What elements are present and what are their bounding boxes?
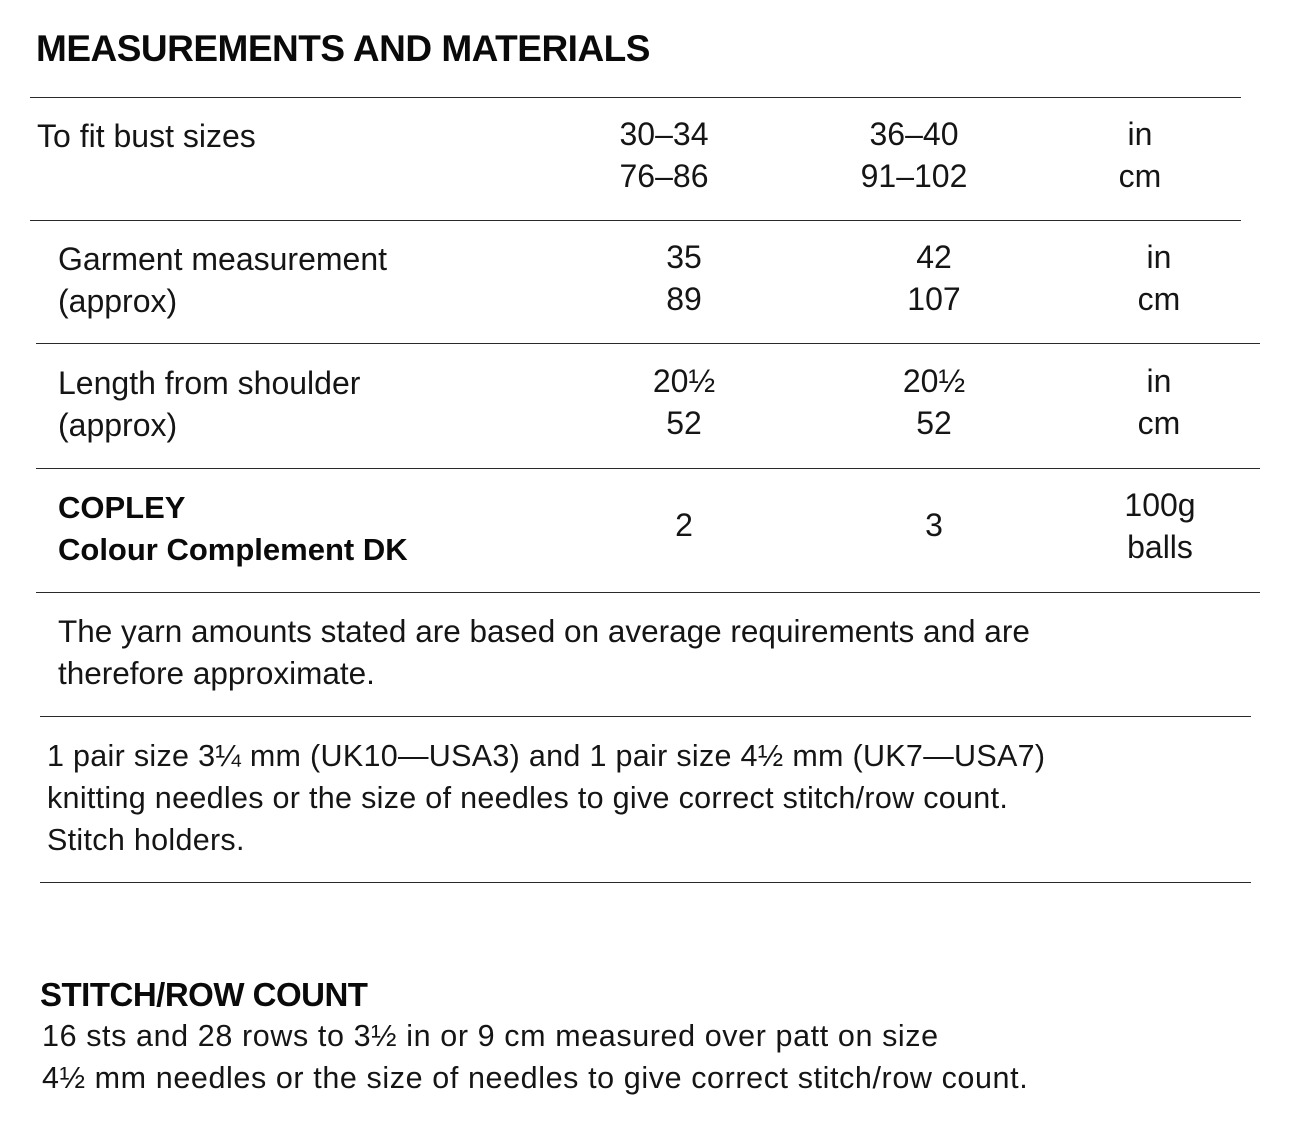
note-line: 1 pair size 3¼ mm (UK10—USA3) and 1 pair size 4½ mm (UK7—USA7) (47, 739, 1046, 773)
label-line: Garment measurement (58, 241, 388, 277)
divider (30, 97, 1241, 98)
label-line: (approx) (58, 407, 178, 443)
row-length-label (58, 362, 360, 446)
note-line: therefore approximate. (58, 655, 375, 691)
value-in: 30–34 (619, 116, 709, 152)
stitch-line: 16 sts and 28 rows to 3½ in or 9 cm measured over patt on size (42, 1019, 939, 1053)
yarn-amount-note (58, 610, 1030, 694)
row-yarn-size1 (604, 504, 764, 546)
value-in: 36–40 (869, 116, 959, 152)
ball-count: 2 (675, 507, 693, 543)
ball-count: 3 (925, 507, 943, 543)
row-bust-sizes-size2 (832, 113, 996, 197)
needles-note (47, 735, 1045, 861)
unit-weight: 100g (1124, 487, 1196, 523)
row-yarn-label (58, 487, 408, 571)
unit-cm: cm (1137, 281, 1181, 317)
value-cm: 89 (666, 281, 702, 317)
value-cm: 91–102 (860, 158, 968, 194)
value-cm: 52 (666, 405, 702, 441)
divider (40, 716, 1251, 717)
yarn-name: Colour Complement DK (58, 532, 408, 567)
row-bust-sizes-size1 (584, 113, 744, 197)
row-yarn-size2 (854, 504, 1014, 546)
unit-in: in (1146, 363, 1172, 399)
row-garment-measurement-label (58, 238, 387, 322)
value-in: 20½ (652, 363, 716, 399)
label-line: To fit bust sizes (37, 118, 256, 154)
stitch-line: 4½ mm needles or the size of needles to give correct stitch/row count. (42, 1061, 1029, 1095)
stitch-row-count-heading: STITCH/ROW COUNT (40, 976, 368, 1013)
value-in: 20½ (902, 363, 966, 399)
row-bust-sizes-label (37, 115, 256, 157)
divider (36, 343, 1260, 344)
divider (40, 882, 1251, 883)
row-yarn-unit (1100, 484, 1220, 568)
unit-balls: balls (1127, 529, 1193, 565)
value-in: 35 (666, 239, 702, 275)
unit-cm: cm (1118, 158, 1162, 194)
row-length-size2 (854, 360, 1014, 444)
page-title: MEASUREMENTS AND MATERIALS (36, 28, 650, 69)
label-line: (approx) (58, 283, 178, 319)
note-line: Stitch holders. (47, 823, 245, 857)
row-bust-sizes-unit (1090, 113, 1190, 197)
unit-cm: cm (1137, 405, 1181, 441)
yarn-brand: COPLEY (58, 490, 186, 525)
value-in: 42 (916, 239, 952, 275)
note-line: The yarn amounts stated are based on average requirements and are (58, 613, 1030, 649)
row-garment-measurement-unit (1109, 236, 1209, 320)
divider (30, 220, 1241, 221)
divider (36, 468, 1260, 469)
unit-in: in (1127, 116, 1153, 152)
stitch-row-count-text (42, 1015, 1028, 1099)
value-cm: 76–86 (619, 158, 709, 194)
value-cm: 52 (916, 405, 952, 441)
row-garment-measurement-size1 (604, 236, 764, 320)
value-cm: 107 (907, 281, 961, 317)
row-length-size1 (604, 360, 764, 444)
label-line: Length from shoulder (58, 365, 361, 401)
row-garment-measurement-size2 (854, 236, 1014, 320)
divider (36, 592, 1260, 593)
unit-in: in (1146, 239, 1172, 275)
note-line: knitting needles or the size of needles to give correct stitch/row count. (47, 781, 1009, 815)
row-length-unit (1109, 360, 1209, 444)
